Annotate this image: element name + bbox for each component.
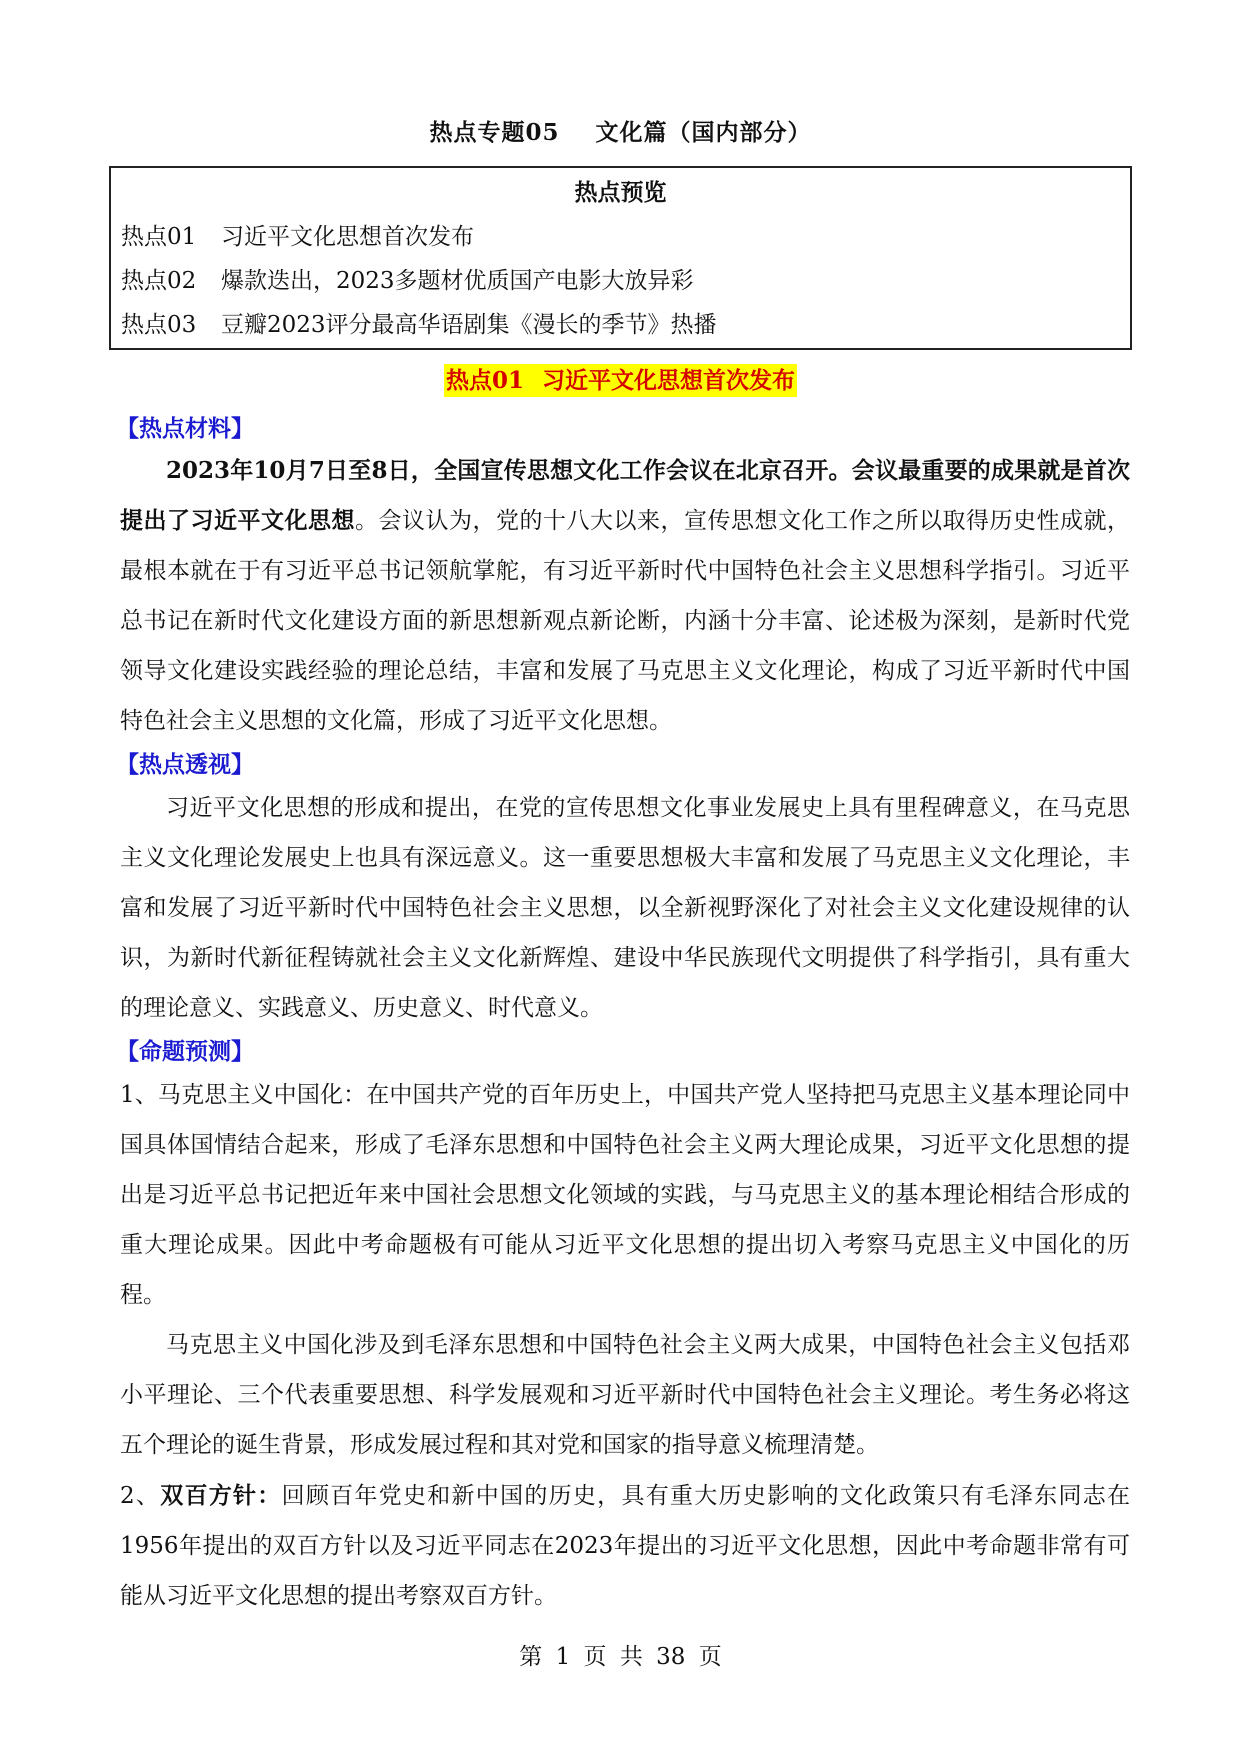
preview-heading: 热点预览 bbox=[574, 179, 667, 206]
hotspot-title-row bbox=[0, 364, 1241, 397]
page-footer: 第 1 页 共 38 页 bbox=[519, 1644, 722, 1670]
p3-prefix: 2、 bbox=[120, 1483, 161, 1509]
hotspot-title-text: 习近平文化思想首次发布 bbox=[542, 367, 795, 394]
material-label: 【热点材料】 bbox=[116, 415, 254, 442]
perspective-paragraph: 习近平文化思想的形成和提出，在党的宣传思想文化事业发展史上具有里程碑意义，在马克思主义文化理论发展史上也具有深远意义。这一重要思想极大丰富和发展了马克思主义文化理论，丰富和发展了习近平新时代中国特色社会主义思想，以全新视野深化了对社会主义文化建设规律的认识，为新时代新征程铸就社会主义文化新辉煌、建设中华民族现代文明提供了科学指引，具有重大的理论意义、实践意义、历史意义、时代意义。 bbox=[120, 795, 1130, 1021]
preview-item-1 bbox=[121, 220, 474, 254]
page-title bbox=[0, 116, 1241, 150]
topic-code: 热点专题05 bbox=[429, 119, 560, 146]
material-bold-text: 2023年10月7日至8日，全国宣传思想文化工作会议在北京召开。会议最重要的成果就是首次提出了习近平文化思想 bbox=[120, 457, 1130, 534]
preview-item-code: 热点03 bbox=[121, 312, 197, 338]
prediction-paragraph-3 bbox=[120, 1471, 1130, 1621]
prediction-paragraph-2: 马克思主义中国化涉及到毛泽东思想和中国特色社会主义两大成果，中国特色社会主义包括邓小平理论、三个代表重要思想、科学发展观和习近平新时代中国特色社会主义理论。考生务必将这五个理论的诞生背景，形成发展过程和其对党和国家的指导意义梳理清楚。 bbox=[120, 1332, 1130, 1458]
p3-bold-term: 双百方针： bbox=[160, 1482, 282, 1509]
preview-item-code: 热点01 bbox=[121, 224, 197, 250]
hotspot-title bbox=[444, 364, 797, 397]
preview-item-text: 豆瓣2023评分最高华语剧集《漫长的季节》热播 bbox=[221, 312, 717, 338]
p3-text: 回顾百年党史和新中国的历史，具有重大历史影响的文化政策只有毛泽东同志在1956年提出的双百方针以及习近平同志在2023年提出的习近平文化思想，因此中考命题非常有可能从习近平文化思想的提出考察双百方针。 bbox=[120, 1483, 1130, 1609]
perspective-label: 【热点透视】 bbox=[116, 751, 254, 778]
hotspot-preview-box bbox=[109, 166, 1132, 350]
preview-item-3 bbox=[121, 308, 717, 342]
prediction-label: 【命题预测】 bbox=[116, 1038, 254, 1065]
material-text: 。会议认为，党的十八大以来，宣传思想文化工作之所以取得历史性成就，最根本就在于有习近平总书记领航掌舵，有习近平新时代中国特色社会主义思想科学指引。习近平总书记在新时代文化建设方面的新思想新观点新论断，内涵十分丰富、论述极为深刻，是新时代党领导文化建设实践经验的理论总结，丰富和发展了马克思主义文化理论，构成了习近平新时代中国特色社会主义思想的文化篇，形成了习近平文化思想。 bbox=[120, 508, 1130, 734]
preview-item-2 bbox=[121, 264, 694, 298]
preview-item-code: 热点02 bbox=[121, 268, 197, 294]
topic-title: 文化篇（国内部分） bbox=[595, 119, 812, 146]
material-paragraph bbox=[120, 446, 1130, 746]
prediction-paragraph-1: 1、马克思主义中国化：在中国共产党的百年历史上，中国共产党人坚持把马克思主义基本理论同中国具体国情结合起来，形成了毛泽东思想和中国特色社会主义两大理论成果，习近平文化思想的提出是习近平总书记把近年来中国社会思想文化领域的实践，与马克思主义的基本理论相结合形成的重大理论成果。因此中考命题极有可能从习近平文化思想的提出切入考察马克思主义中国化的历程。 bbox=[120, 1082, 1130, 1308]
preview-item-text: 习近平文化思想首次发布 bbox=[221, 224, 474, 250]
preview-item-text: 爆款迭出，2023多题材优质国产电影大放异彩 bbox=[221, 268, 694, 294]
hotspot-code: 热点01 bbox=[445, 367, 524, 394]
